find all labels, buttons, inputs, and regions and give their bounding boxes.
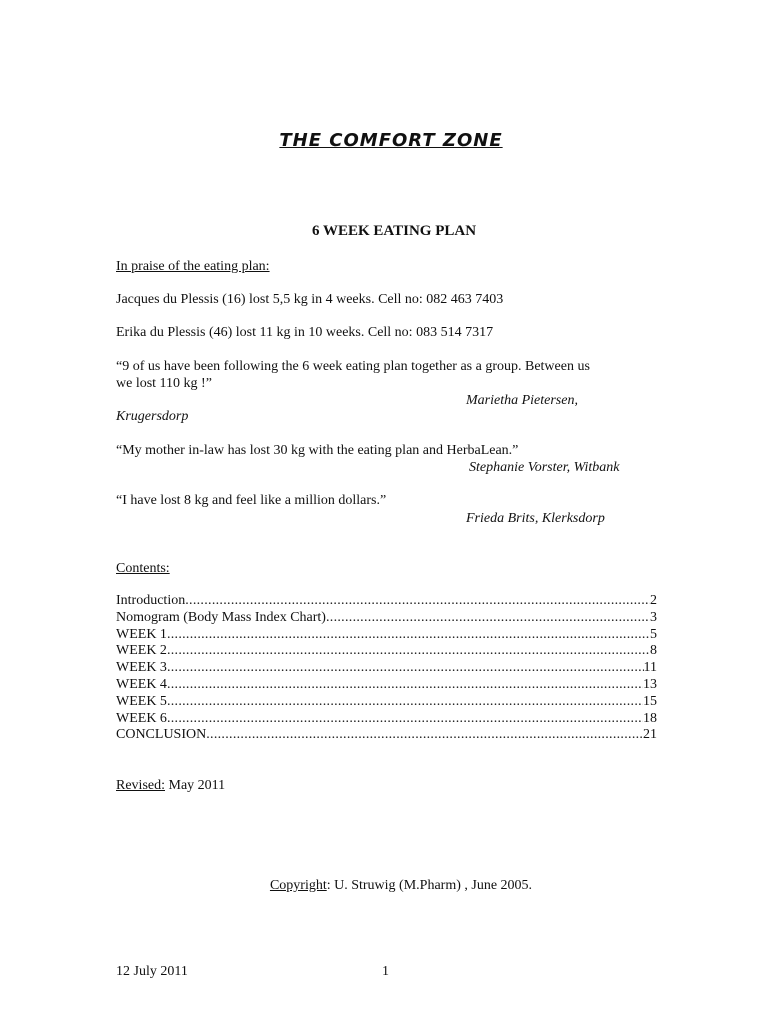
- toc-leader: [167, 627, 650, 644]
- toc-label: WEEK 1: [116, 626, 167, 642]
- toc-item-week-6[interactable]: [116, 711, 657, 728]
- toc-item-week-4[interactable]: [116, 677, 657, 694]
- quote-marietha-line2: we lost 110 kg !”: [116, 376, 212, 391]
- revised-value: May 2011: [165, 778, 226, 793]
- testimonial-jacques: Jacques du Plessis (16) lost 5,5 kg in 4 weeks. Cell no: 082 463 7403: [116, 292, 504, 307]
- toc-page: 3: [650, 609, 657, 625]
- toc-item-introduction[interactable]: [116, 593, 657, 610]
- toc-label: Nomogram (Body Mass Index Chart): [116, 609, 326, 625]
- toc-page: 18: [643, 710, 657, 726]
- toc-leader: [167, 711, 643, 728]
- toc-label: Introduction: [116, 593, 186, 608]
- toc-leader: [167, 660, 644, 677]
- copyright-line: [0, 877, 770, 894]
- toc-page: 11: [643, 660, 657, 676]
- quote-marietha-author: Marietha Pietersen,: [466, 393, 578, 408]
- copyright-value: : U. Struwig (M.Pharm) , June 2005.: [326, 878, 533, 893]
- toc-leader: [326, 610, 650, 627]
- revised-label: Revised:: [116, 778, 165, 793]
- toc-page: 2: [650, 593, 657, 608]
- quote-stephanie: “My mother in-law has lost 30 kg with the eating plan and HerbaLean.”: [116, 443, 519, 458]
- toc-leader: [185, 593, 650, 610]
- toc-leader: [167, 677, 643, 694]
- toc-item-week-2[interactable]: [116, 643, 657, 660]
- praise-heading: In praise of the eating plan:: [116, 259, 270, 274]
- toc-item-week-1[interactable]: [116, 627, 657, 644]
- toc-label: CONCLUSION: [116, 727, 207, 743]
- toc-item-nomogram[interactable]: [116, 610, 657, 627]
- toc-item-week-3[interactable]: [116, 660, 657, 677]
- copyright-label: Copyright: [269, 878, 327, 893]
- quote-frieda-author: Frieda Brits, Klerksdorp: [466, 511, 605, 526]
- document-title: THE COMFORT ZONE: [279, 130, 503, 151]
- toc-page: 5: [650, 626, 657, 642]
- toc-label: WEEK 6: [116, 710, 167, 726]
- toc-page: 8: [650, 643, 657, 659]
- toc-item-conclusion[interactable]: [116, 727, 657, 744]
- toc-label: WEEK 4: [116, 676, 167, 692]
- testimonial-erika: Erika du Plessis (46) lost 11 kg in 10 weeks. Cell no: 083 514 7317: [116, 325, 494, 340]
- document-subtitle: 6 WEEK EATING PLAN: [311, 223, 477, 239]
- toc-page: 21: [643, 727, 657, 743]
- toc-leader: [167, 643, 650, 660]
- toc-leader: [167, 694, 643, 711]
- toc-item-week-5[interactable]: [116, 694, 657, 711]
- footer-date: 12 July 2011: [116, 964, 188, 979]
- contents-heading: Contents:: [116, 561, 170, 576]
- toc-label: WEEK 3: [116, 660, 167, 676]
- toc-label: WEEK 5: [116, 693, 167, 709]
- toc-page: 13: [643, 676, 657, 692]
- quote-marietha-place: Krugersdorp: [116, 409, 189, 424]
- table-of-contents: [116, 593, 657, 744]
- footer-page-number: 1: [382, 964, 389, 979]
- toc-label: WEEK 2: [116, 643, 167, 659]
- toc-leader: [206, 727, 643, 744]
- quote-marietha-line1: “9 of us have been following the 6 week eating plan together as a group. Between us: [116, 359, 590, 374]
- quote-frieda: “I have lost 8 kg and feel like a million dollars.”: [116, 493, 387, 508]
- quote-stephanie-author: Stephanie Vorster, Witbank: [469, 460, 620, 475]
- toc-page: 15: [643, 693, 657, 709]
- revised-line: [116, 777, 225, 794]
